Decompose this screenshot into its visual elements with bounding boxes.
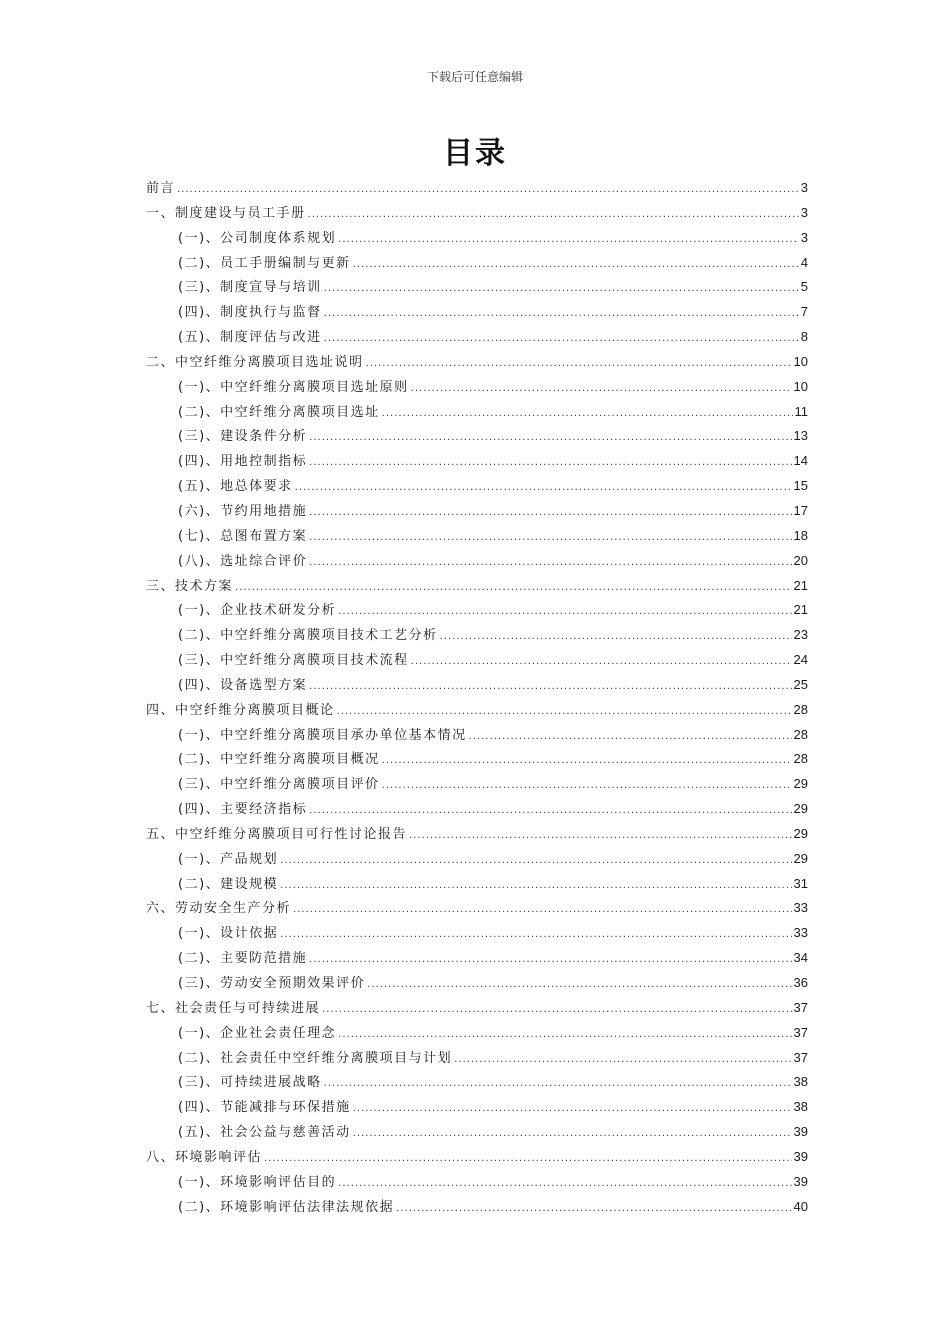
toc-dot-leader — [367, 973, 791, 998]
toc-entry-label: 六、劳动安全生产分析 — [146, 901, 292, 917]
toc-entry-label: 五、中空纤维分离膜项目可行性讨论报告 — [146, 826, 408, 842]
toc-entry[interactable] — [146, 872, 808, 897]
toc-entry[interactable] — [146, 201, 808, 226]
toc-entry-page: 18 — [793, 527, 808, 543]
toc-entry[interactable] — [146, 896, 808, 921]
toc-entry[interactable] — [146, 1120, 808, 1145]
toc-entry[interactable] — [146, 971, 808, 996]
toc-dot-leader — [309, 675, 791, 700]
toc-entry-page: 34 — [793, 950, 808, 966]
header-note: 下载后可任意编辑 — [426, 70, 523, 84]
toc-entry[interactable] — [146, 723, 808, 748]
toc-entry-page: 28 — [793, 701, 808, 717]
toc-entry-page: 29 — [793, 801, 808, 817]
toc-dot-leader — [382, 774, 792, 799]
toc-entry[interactable] — [146, 251, 808, 276]
toc-entry[interactable] — [146, 623, 808, 648]
toc-dot-leader — [280, 874, 791, 899]
toc-entry[interactable] — [146, 226, 808, 251]
toc-entry-page: 10 — [793, 378, 808, 394]
page-title: 目录 — [443, 136, 507, 171]
toc-entry-page: 13 — [793, 428, 808, 444]
toc-entry[interactable] — [146, 946, 808, 971]
toc-dot-leader — [308, 203, 799, 228]
toc-entry[interactable] — [146, 499, 808, 524]
toc-dot-leader — [366, 352, 792, 377]
toc-entry[interactable] — [146, 176, 808, 201]
toc-entry-page: 3 — [800, 180, 808, 195]
toc-entry-label: (一)、公司制度体系规划 — [178, 230, 337, 246]
toc-dot-leader — [338, 1023, 791, 1048]
toc-entry-label: (一)、设计依据 — [178, 926, 279, 942]
toc-entry-label: (三)、建设条件分析 — [178, 429, 308, 445]
toc-dot-leader — [353, 1097, 792, 1122]
toc-dot-leader — [309, 948, 791, 973]
toc-entry-label: (一)、企业社会责任理念 — [178, 1025, 337, 1041]
toc-entry[interactable] — [146, 574, 808, 599]
toc-entry-label: 七、社会责任与可持续进展 — [146, 1000, 321, 1016]
toc-entry-page: 40 — [793, 1198, 808, 1214]
toc-entry-page: 11 — [794, 403, 808, 419]
toc-entry-page: 5 — [800, 279, 808, 295]
toc-entry[interactable] — [146, 1021, 808, 1046]
toc-entry[interactable] — [146, 1095, 808, 1120]
toc-dot-leader — [454, 1048, 791, 1073]
toc-entry[interactable] — [146, 921, 808, 946]
toc-entry-label: 四、中空纤维分离膜项目概论 — [146, 702, 335, 718]
toc-dot-leader — [295, 476, 792, 501]
toc-entry-page: 10 — [793, 353, 808, 369]
toc-entry-page: 3 — [800, 204, 808, 220]
toc-entry-label: (三)、可持续进展战略 — [178, 1075, 322, 1091]
toc-entry[interactable] — [146, 772, 808, 797]
toc-dot-leader — [337, 700, 792, 725]
toc-dot-leader — [324, 1072, 792, 1097]
toc-entry-page: 39 — [793, 1173, 808, 1189]
toc-dot-leader — [324, 302, 799, 327]
toc-entry-page: 37 — [793, 1024, 808, 1040]
toc-entry-label: (四)、制度执行与监督 — [178, 305, 322, 321]
toc-entry-page: 36 — [793, 975, 808, 990]
toc-entry[interactable] — [146, 1046, 808, 1071]
toc-dot-leader — [309, 526, 791, 551]
toc-entry-label: (二)、建设规模 — [178, 876, 279, 892]
toc-entry-label: (二)、中空纤维分离膜项目技术工艺分析 — [178, 628, 438, 644]
toc-entry-label: 三、技术方案 — [146, 578, 234, 594]
toc-dot-leader — [382, 402, 793, 427]
toc-entry[interactable] — [146, 673, 808, 698]
toc-entry-page: 29 — [793, 776, 808, 792]
toc-dot-leader — [280, 923, 791, 948]
toc-dot-leader — [396, 1197, 791, 1222]
toc-entry[interactable] — [146, 474, 808, 499]
toc-dot-leader — [280, 849, 791, 874]
toc-entry-label: (一)、中空纤维分离膜项目选址原则 — [178, 379, 409, 395]
toc-entry-page: 29 — [793, 825, 808, 841]
toc-entry[interactable] — [146, 549, 808, 574]
toc-entry-label: 一、制度建设与员工手册 — [146, 205, 306, 221]
toc-entry-label: (四)、设备选型方案 — [178, 677, 308, 693]
toc-entry-page: 31 — [793, 875, 808, 891]
toc-entry-page: 20 — [793, 552, 808, 568]
toc-dot-leader — [411, 377, 792, 402]
toc-entry-page: 14 — [793, 453, 808, 469]
toc-entry-page: 15 — [793, 478, 808, 494]
toc-dot-leader — [264, 1147, 792, 1172]
toc-entry[interactable] — [146, 1070, 808, 1095]
toc-entry[interactable] — [146, 400, 808, 425]
toc-dot-leader — [309, 501, 791, 526]
toc-entry-page: 28 — [793, 726, 808, 742]
toc-entry[interactable] — [146, 275, 808, 300]
toc-entry-label: (五)、制度评估与改进 — [178, 330, 322, 346]
toc-dot-leader — [382, 749, 792, 774]
toc-entry[interactable] — [146, 598, 808, 623]
toc-dot-leader — [293, 898, 792, 923]
toc-entry[interactable] — [146, 797, 808, 822]
toc-dot-leader — [324, 327, 799, 352]
toc-entry[interactable] — [146, 698, 808, 723]
toc-entry-page: 38 — [793, 1074, 808, 1090]
toc-entry-label: 八、环境影响评估 — [146, 1149, 263, 1165]
toc-entry-page: 33 — [793, 925, 808, 941]
toc-entry-label: (一)、产品规划 — [178, 851, 279, 867]
toc-entry-label: (二)、中空纤维分离膜项目概况 — [178, 752, 380, 768]
toc-entry-page: 24 — [793, 652, 808, 668]
toc-entry-label: (四)、主要经济指标 — [178, 802, 308, 818]
toc-dot-leader — [338, 600, 791, 625]
toc-dot-leader — [177, 178, 799, 203]
toc-dot-leader — [324, 277, 799, 302]
toc-entry-label: (四)、节能减排与环保措施 — [178, 1100, 351, 1116]
toc-dot-leader — [309, 451, 791, 476]
toc-dot-leader — [338, 228, 799, 253]
toc-entry-page: 23 — [793, 627, 808, 643]
toc-entry[interactable] — [146, 847, 808, 872]
toc-entry-label: (三)、制度宣导与培训 — [178, 280, 322, 296]
toc-entry-label: (三)、中空纤维分离膜项目评价 — [178, 777, 380, 793]
toc-entry-label: (二)、社会责任中空纤维分离膜项目与计划 — [178, 1050, 453, 1066]
toc-entry-page: 3 — [800, 229, 808, 245]
toc-entry[interactable] — [146, 1145, 808, 1170]
toc-entry[interactable] — [146, 424, 808, 449]
toc-dot-leader — [235, 576, 792, 601]
toc-entry-label: (五)、社会公益与慈善活动 — [178, 1125, 351, 1141]
toc-dot-leader — [322, 998, 792, 1023]
toc-dot-leader — [309, 551, 791, 576]
toc-dot-leader — [440, 625, 792, 650]
toc-entry[interactable] — [146, 325, 808, 350]
toc-dot-leader — [309, 799, 791, 824]
toc-entry-label: (一)、中空纤维分离膜项目承办单位基本情况 — [178, 727, 467, 743]
toc-entry[interactable] — [146, 375, 808, 400]
toc-entry-page: 17 — [793, 502, 808, 518]
toc-dot-leader — [409, 824, 792, 849]
toc-entry-label: (七)、总图布置方案 — [178, 528, 308, 544]
toc-entry-label: (四)、用地控制指标 — [178, 454, 308, 470]
toc-entry-page: 39 — [793, 1148, 808, 1164]
toc-entry-label: (一)、企业技术研发分析 — [178, 603, 337, 619]
table-of-contents — [146, 176, 808, 1219]
toc-entry-page: 21 — [793, 577, 808, 593]
toc-entry-label: (三)、劳动安全预期效果评价 — [178, 976, 366, 991]
toc-dot-leader — [469, 725, 792, 750]
toc-dot-leader — [338, 1172, 791, 1197]
toc-entry-page: 33 — [793, 900, 808, 916]
toc-entry-label: (二)、环境影响评估法律法规依据 — [178, 1199, 395, 1215]
toc-entry-label: (三)、中空纤维分离膜项目技术流程 — [178, 653, 409, 669]
toc-entry-label: (二)、中空纤维分离膜项目选址 — [178, 404, 380, 420]
toc-entry-label: 二、中空纤维分离膜项目选址说明 — [146, 354, 364, 370]
toc-entry-page: 25 — [793, 676, 808, 692]
toc-entry[interactable] — [146, 648, 808, 673]
toc-entry-label: (二)、员工手册编制与更新 — [178, 255, 351, 271]
toc-entry[interactable] — [146, 350, 808, 375]
toc-entry-page: 29 — [793, 850, 808, 866]
toc-entry-page: 39 — [793, 1124, 808, 1140]
toc-entry[interactable] — [146, 300, 808, 325]
toc-entry-page: 28 — [793, 751, 808, 767]
toc-entry-page: 38 — [793, 1099, 808, 1115]
toc-entry-page: 4 — [800, 254, 808, 270]
toc-dot-leader — [353, 253, 799, 278]
toc-entry[interactable] — [146, 449, 808, 474]
toc-entry-page: 7 — [800, 304, 808, 320]
toc-entry[interactable] — [146, 1170, 808, 1195]
toc-entry-page: 37 — [793, 999, 808, 1015]
toc-entry[interactable] — [146, 996, 808, 1021]
toc-entry-label: (八)、选址综合评价 — [178, 553, 308, 569]
toc-entry-page: 21 — [793, 602, 808, 618]
toc-entry-label: (二)、主要防范措施 — [178, 951, 308, 967]
toc-entry[interactable] — [146, 747, 808, 772]
toc-entry[interactable] — [146, 822, 808, 847]
toc-entry-page: 8 — [800, 329, 808, 345]
toc-dot-leader — [353, 1122, 792, 1147]
toc-entry[interactable] — [146, 524, 808, 549]
toc-entry-label: (一)、环境影响评估目的 — [178, 1174, 337, 1190]
toc-entry-label: (六)、节约用地措施 — [178, 503, 308, 519]
toc-entry-label: (五)、地总体要求 — [178, 479, 293, 495]
toc-dot-leader — [309, 426, 791, 451]
toc-entry-page: 37 — [793, 1049, 808, 1065]
toc-dot-leader — [411, 650, 792, 675]
toc-entry[interactable] — [146, 1195, 808, 1220]
toc-entry-label: 前言 — [146, 181, 176, 196]
